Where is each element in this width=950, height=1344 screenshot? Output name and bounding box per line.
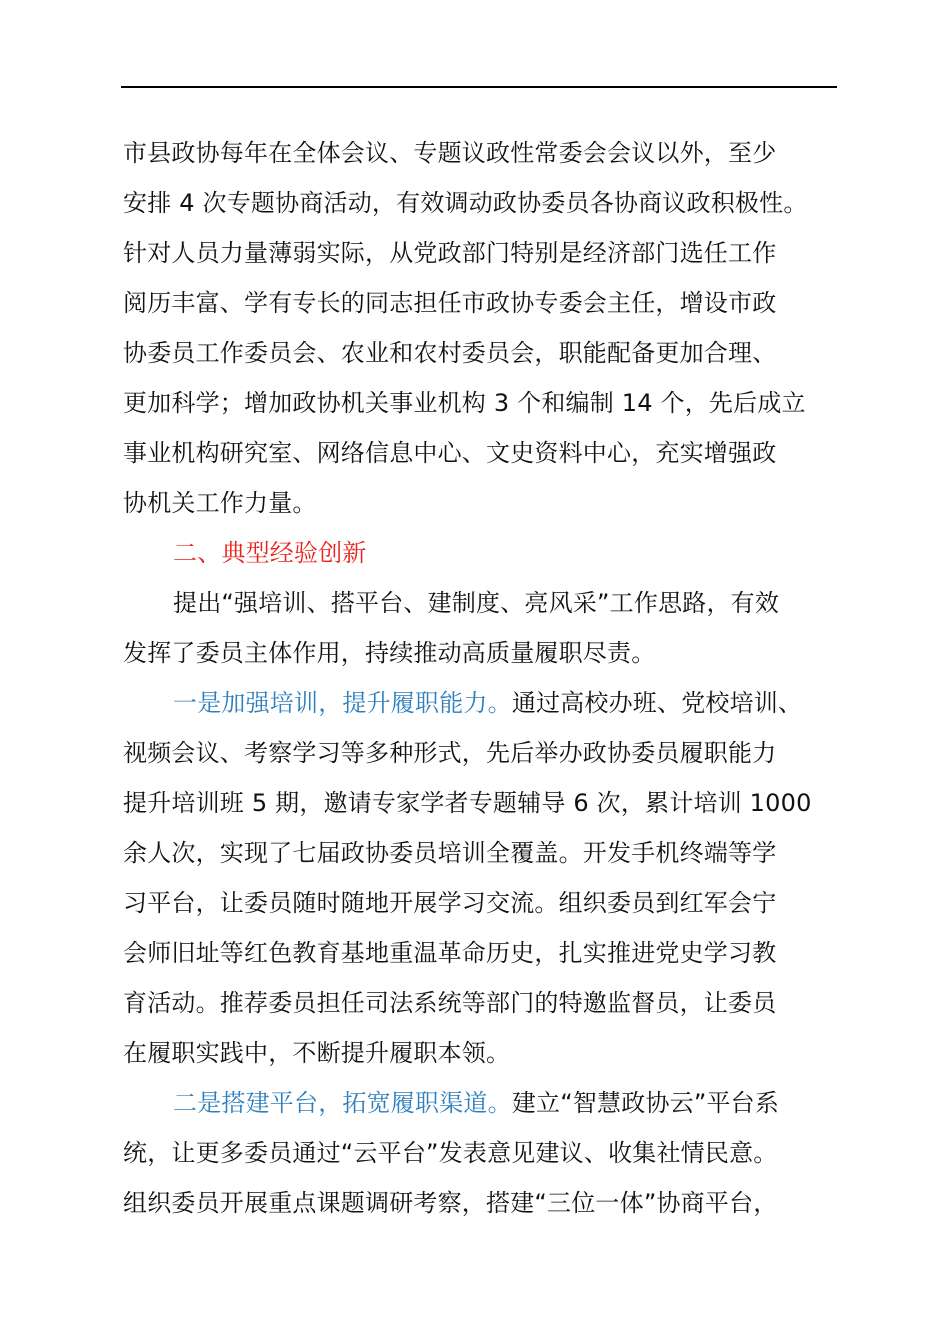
- section-intro: [123, 578, 843, 678]
- header-rule: [121, 86, 837, 88]
- paragraph-line: 协委员工作委员会、农业和农村委员会，职能配备更加合理、: [123, 339, 777, 367]
- paragraph-line: 协机关工作力量。: [123, 489, 317, 517]
- paragraph-1: [123, 128, 843, 528]
- paragraph-line: [123, 678, 843, 728]
- paragraph-line: 组织委员开展重点课题调研考察，搭建“三位一体”协商平台，: [123, 1189, 778, 1217]
- paragraph-line: 提出“强培训、搭平台、建制度、亮风采”工作思路，有效: [173, 589, 780, 617]
- paragraph-line: 提升培训班 5 期，邀请专家学者专题辅导 6 次，累计培训 1000: [123, 789, 812, 817]
- item-1-first-rest: 通过高校办班、党校培训、: [511, 689, 803, 717]
- paragraph-line: 市县政协每年在全体会议、专题议政性常委会会议以外，至少: [123, 139, 777, 167]
- paragraph-line: 阅历丰富、学有专长的同志担任市政协专委会主任，增设市政: [123, 289, 777, 317]
- document-body: [123, 128, 843, 1228]
- paragraph-line: 统，让更多委员通过“云平台”发表意见建议、收集社情民意。: [123, 1139, 778, 1167]
- paragraph-line: 会师旧址等红色教育基地重温革命历史，扎实推进党史学习教: [123, 939, 777, 967]
- item-2-lead: 二是搭建平台，拓宽履职渠道。: [173, 1089, 512, 1117]
- paragraph-line: 在履职实践中，不断提升履职本领。: [123, 1039, 511, 1067]
- paragraph-line: 安排 4 次专题协商活动，有效调动政协委员各协商议政积极性。: [123, 189, 808, 217]
- paragraph-line: 事业机构研究室、网络信息中心、文史资料中心，充实增强政: [123, 439, 777, 467]
- item-1-paragraph: [123, 678, 843, 1078]
- item-2-paragraph: [123, 1078, 843, 1228]
- paragraph-line: [123, 1078, 843, 1128]
- section-heading: 二、典型经验创新: [173, 539, 367, 567]
- paragraph-line: 视频会议、考察学习等多种形式，先后举办政协委员履职能力: [123, 739, 777, 767]
- paragraph-line: 发挥了委员主体作用，持续推动高质量履职尽责。: [123, 639, 656, 667]
- paragraph-line: 针对人员力量薄弱实际，从党政部门特别是经济部门选任工作: [123, 239, 777, 267]
- item-2-first-rest: 建立“智慧政协云”平台系: [511, 1089, 780, 1117]
- paragraph-line: 习平台，让委员随时随地开展学习交流。组织委员到红军会宁: [123, 889, 777, 917]
- paragraph-line: 更加科学；增加政协机关事业机构 3 个和编制 14 个，先后成立: [123, 389, 806, 417]
- item-1-lead: 一是加强培训，提升履职能力。: [173, 689, 512, 717]
- paragraph-line: 育活动。推荐委员担任司法系统等部门的特邀监督员，让委员: [123, 989, 777, 1017]
- paragraph-line: 余人次，实现了七届政协委员培训全覆盖。开发手机终端等学: [123, 839, 777, 867]
